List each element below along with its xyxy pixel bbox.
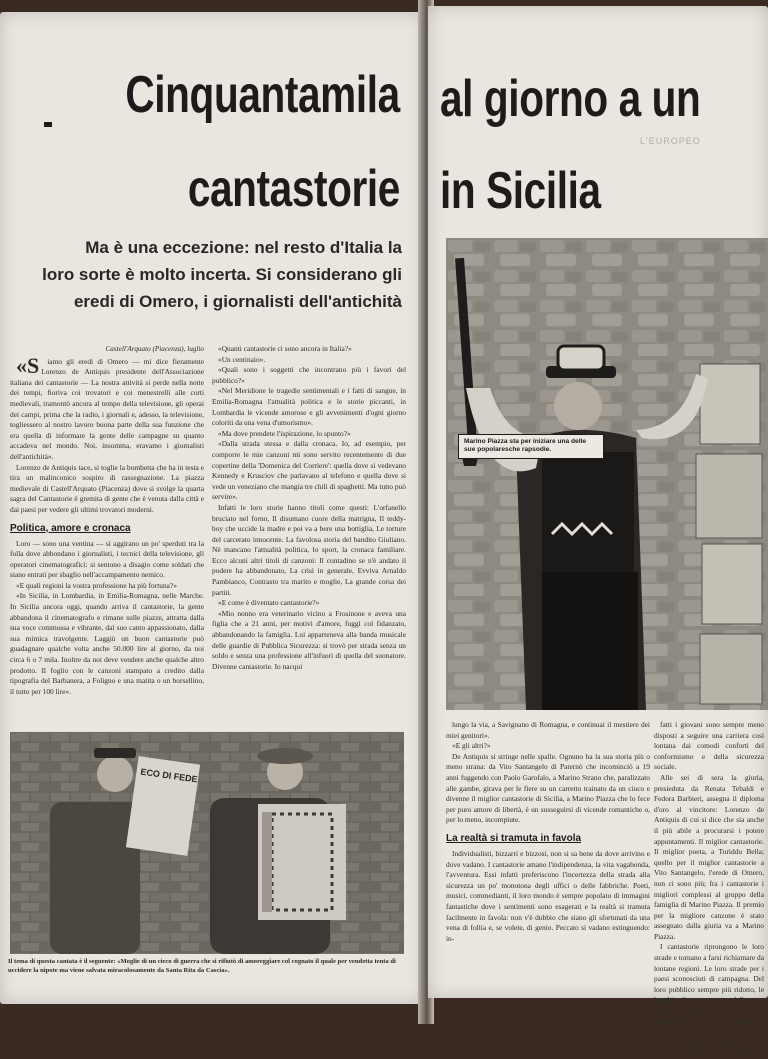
subhead-politica: Politica, amore e cronaca	[10, 522, 131, 534]
poster-4	[700, 634, 762, 704]
article-column-4	[654, 720, 764, 1058]
dateline: Castell'Arquato (Piacenza), luglio	[105, 345, 204, 353]
article-paragraph: De Antiquis si stringe nelle spalle. Ognuno ha la sua storia più o meno strana: da Vito Santangelo di Paternò che incominciò a 19 anni fuggendo con Paolo Garofalo, a Marino Strano che, paralizzato alle gambe, girava per le fiere su un carretto trainato da un ciuco e divenne il miglior cantastorie di Sicilia, a Marino Piazza che lo fece per puro amore di libertà, è un susseguirsi di vicende romantiche o, per lo meno, incompiute.	[446, 751, 650, 825]
headline-dot	[44, 122, 52, 127]
article-paragraph: «E come è diventato cantastorie?»	[218, 598, 320, 608]
deck-line-2: loro sorte è molto incerta. Si considerano gli	[42, 265, 402, 284]
article-paragraph: «E gli altri?»	[452, 741, 491, 751]
article-paragraph: «Quanti cantastorie ci sono ancora in Italia?»	[218, 344, 352, 353]
photo-left-illustration	[10, 732, 404, 954]
article-paragraph: «Quali sono i soggetti che incontrano più i favori del pubblico?»	[212, 365, 406, 385]
man-waistcoat	[542, 452, 634, 572]
man-left-coat	[50, 802, 140, 954]
article-paragraph: Alle sei di sera la giuria, presieduta da Renata Tebaldi e Fedora Barbieri, assegna il diploma d'oro al vincitore: Lorenzo de Antiquis di cui si dice che sia anche il più abile a procurarsi i potere appuntamenti. Il miglior cantastorie. Il miglior poeta, a Turiddu Bella; quello per il miglior cantastorie a Vito Santangelo, l'erede di Omero, non ci sono più; fra i cantastorie i migliori complessi al gruppo della famiglia di Marino Piazza. Il premio per la migliore canzone è stato assegnato dalla giuria va a Marino Piazza.	[654, 772, 764, 941]
left-page	[0, 12, 424, 1004]
sign-text: ECO DI FEDE	[139, 766, 199, 785]
deck-line-1: Ma è una eccezione: nel resto d'Italia la	[85, 238, 402, 257]
headline-left-line-1: Cinquantamila	[125, 66, 400, 124]
man-head	[554, 382, 602, 430]
article-paragraph: Infatti le loro storie hanno titoli come questi: L'orfanello bruciato nel forno, Il disumano cuore della matrigna, Il teddy-boy che uccide la madre e poi va a bere una bottiglia, Le torture del carcerato innocente. La favolosa storia del bandito Giuliano. Nè mancano l'attualità politica, lo sport, la cronaca familiare. Ecco alcuni altri titoli di canzoni: Il contadino se n'è andato il podere ha abbandonato, La crisi in generale, Evviva Arnaldo Pambianco, Contrasto tra marito e moglie, La grande corsa dei partiti.	[212, 502, 406, 597]
running-head-showthrough: L'EUROPEO	[640, 136, 701, 146]
article-paragraph: «Ma dove prendete l'ispirazione, lo spunto?»	[218, 428, 351, 438]
photo-cantastorie-accordion	[10, 732, 404, 954]
article-column-2	[212, 344, 406, 706]
man-left-head	[97, 756, 133, 792]
headline-right-line-1: al giorno a un	[440, 70, 701, 128]
article-paragraph: «E quali regioni la vostra professione ha più fortuna?»	[16, 580, 177, 590]
article-paragraph: Loro — sono una ventina — si aggirano un po' sperduti tra la folla dove abbondano i giornalisti, i tecnici della televisione, gli operatori cinematografici: si sentono a disagio come soldati che siano entrati per sbaglio nell'accampamento nemico.	[10, 538, 204, 580]
poster-2	[696, 454, 762, 538]
photo-right-illustration	[446, 238, 768, 710]
drop-cap: «S	[16, 352, 40, 378]
photo-clarinet-player	[446, 238, 768, 710]
accordion-keys	[262, 812, 272, 912]
article-text: iamo gli eredi di Omero — mi dice fieramente Lorenzo de Antiquis presidente dell'Associazione italiana dei cantastorie — La nostra attività si perde nella notte dei tempi, fioriva coi trovatori e coi menestrelli alle corti medievali, tramontò ancora al tempo della televisione, gli operai dei campi, prima che la radio, i giornali e, adesso, la televisione, togliessero al nostro lavoro buona parte della sua funzione che era quella di informare la gente delle campagne su quanto accadeva nel mondo. Noi, insomma, eravamo i giornalisti dell'antichità».	[10, 356, 204, 461]
article-column-1	[10, 344, 204, 706]
deck-line-3: eredi di Omero, i giornalisti dell'antichità	[73, 292, 402, 311]
man-trousers	[542, 572, 638, 710]
deck	[10, 234, 402, 315]
man-left-hat	[94, 748, 136, 758]
right-page	[428, 6, 768, 1058]
article-paragraph: «Dalla strada stessa e dalla cronaca. Io, ad esempio, per comporre le mie canzoni mi sono servito recentemente di due copertine della 'Domenica del Corriere': quella dove si vedevano Kennedy e Krusciov che parlavano al telefono e quella dove si vede un veneziano che mangia tre chili di spaghetti. Ma tutto può servire».	[212, 439, 406, 502]
article-column-3	[446, 720, 650, 982]
photo-left-caption: Il tema di questa cantata è il seguente: «Moglie di un cieco di guerra che si rifiutò di amoreggiare col cognato il quale per vendetta tenta di uccidere la nipote ma viene salvata miracolosamente da Santa Rita da Cascia».	[8, 958, 396, 974]
article-paragraph: Individualisti, bizzarri e bizzosi, non si sa bene da dove arrivino e dove vadano. I cantastorie amano l'indipendenza, la vita vagabonda, l'avventura. Essi infatti preferiscono l'incertezza della strada alla sicurezza un po' monotona degli uffici o delle fabbriche. Poeti, musici, commedianti, il loro mondo è sempre popolato di immagini fantastiche dove i sentimenti sono esagerati e la realtà si tramuta facilmente in favola: non v'è dubbio che siano gli sfortunati da una vena di follia e, se volete, di genio. Peccato si vadano estinguendo: in-	[446, 848, 650, 943]
article-paragraph: «Un centinaio».	[218, 354, 266, 364]
article-paragraph: Lorenzo de Antiquis tace, si toglie la bombetta che ha in testa e tira un malinconico sospiro di rassegnazione. La piazza medievale di Castell'Arquato (Piacenza) dove si svolge la quarta sagra del Cantastorie è gremita di gente che è venuta dalla città e dai paesi per vedere gli ultimi trovatori moderni.	[10, 462, 204, 514]
headline-left-line-2: cantastorie	[187, 160, 400, 218]
article-paragraph: lungo la via, a Savignano di Romagna, e continuai il mestiere dei miei genitori».	[446, 720, 650, 740]
article-paragraph: «Nel Meridione le tragedie sentimentali e i fatti di sangue, in Emilia-Romagna l'attualità politica e le storie piccanti, in Lombardia le vicende amorose e gli avvenimenti d'ogni giorno coloriti da una vena d'umorismo».	[212, 386, 406, 428]
poster-1	[700, 364, 760, 444]
article-paragraph: fatti i giovani sono sempre meno disposti a seguire una carriera così lontana dai comodi conforti del conformismo e della sicurezza sociale.	[654, 720, 764, 772]
article-paragraph: «Mio nonno era veterinario vicino a Frosinone e aveva una figlia che a 21 anni, per motivi d'amore, fuggì col fidanzato, abbandonando la famiglia. Lui apparteneva alla banda musicale delle guardie di Pubblica Sicurezza: si trovò per strada senza un soldo e senza una professione all'infuori di quella del suonatore. Divenne cantastorie. Io nacqui	[212, 608, 406, 671]
hat-crown	[558, 346, 604, 370]
article-paragraph: I cantastorie riprongono le loro strade e tornano a farsi richiamare da lontane regioni. Le loro strade per i paesi sconosciuti di campagna. Del loro pubblico sempre più ridotto, le borghi di campagna, della sua cordiale natura. Se ne vanno rapidamente in sua campagna, al bambino ai venditori di panini, ai bambini dai vicoli eterni per le fiere, in attesa di un altro giorno dopo.	[654, 942, 764, 1058]
man-right-hat	[257, 748, 313, 764]
poster-3	[702, 544, 762, 624]
article-paragraph	[10, 352, 204, 463]
article-paragraph: «In Sicilia, in Lombardia, in Emilia-Romagna, nelle Marche. In Sicilia ancora oggi, quando arriva il cantastorie, la gente abbandona il cinematografo e rimane sulle piazze, attratta dalla sua voce commossa e vibrante, dal suo canto appassionato, dalla sua mimica travolgente. Laggiù un buon cantastorie può guadagnare qualche volta anche 50.000 lire al giorno, da noi circa 6 o 7 mila. Inoltre da noi deve vendere anche qualche altro prodotto. Il foglio con le canzoni stampato a credito dalla tipografia del Barbanera, a Foligno e una matita o un borsellino, il tutto per 100 lire».	[10, 591, 204, 696]
photo-right-caption: Marino Piazza sta per iniziare una delle sue popolaresche rapsodie.	[458, 434, 604, 459]
subhead-realta: La realtà si tramuta in favola	[446, 832, 582, 844]
headline-right-line-2: in Sicilia	[440, 162, 601, 220]
